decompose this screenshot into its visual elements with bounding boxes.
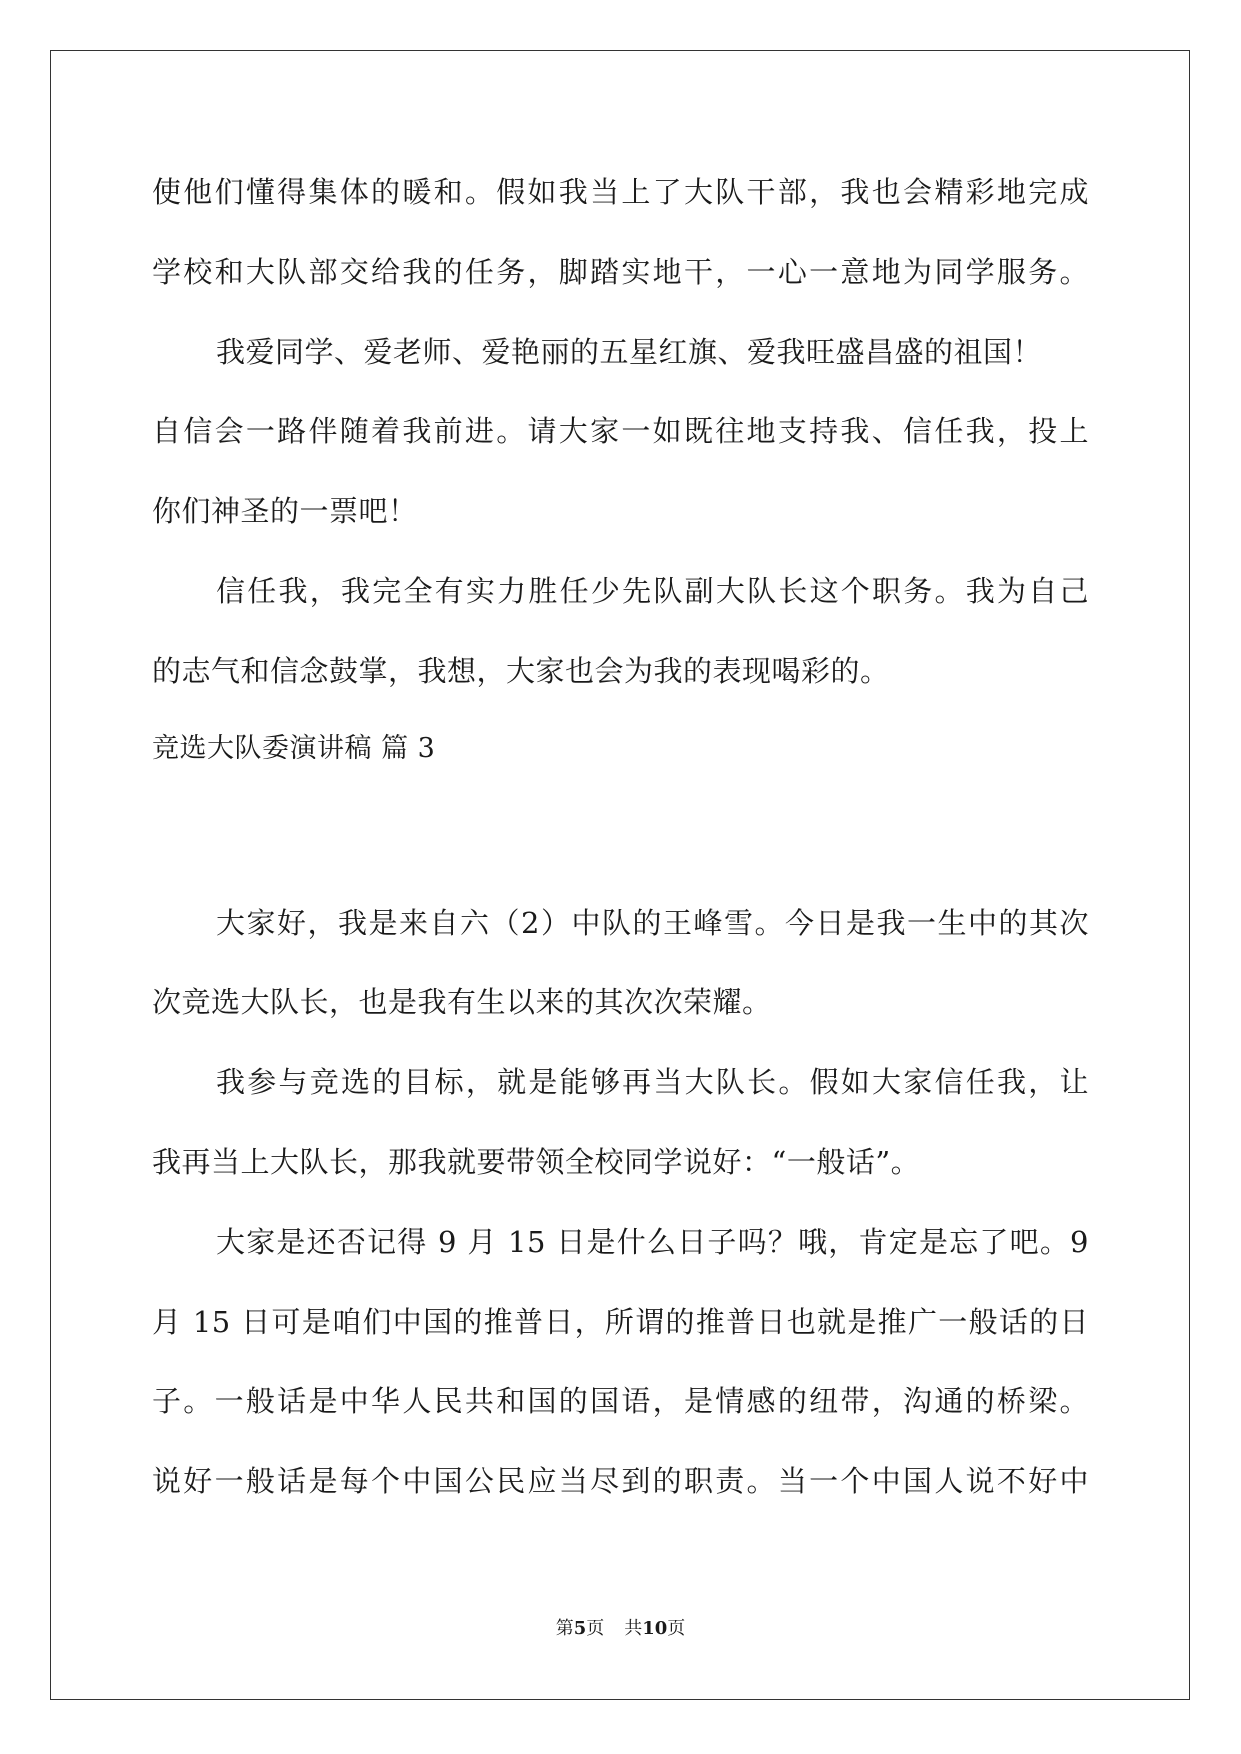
- body-line-2: 学校和大队部交给我的任务，脚踏实地干，一心一意地为同学服务。: [152, 255, 1089, 289]
- body-line-6: 信任我，我完全有实力胜任少先队副大队长这个职务。我为自己: [216, 574, 1089, 608]
- body-line-15: 说好一般话是每个中国公民应当尽到的职责。当一个中国人说不好中: [152, 1464, 1089, 1498]
- body-line-11: 我再当上大队长，那我就要带领全校同学说好：“一般话”。: [152, 1145, 921, 1179]
- body-line-3: 我爱同学、爱老师、爱艳丽的五星红旗、爱我旺盛昌盛的祖国！: [216, 335, 1043, 369]
- body-line-1: 使他们懂得集体的暖和。假如我当上了大队干部，我也会精彩地完成: [152, 175, 1089, 209]
- body-line-5: 你们神圣的一票吧！: [152, 494, 418, 528]
- body-line-10: 我参与竞选的目标，就是能够再当大队长。假如大家信任我，让: [216, 1065, 1089, 1099]
- footer-page-prefix: 第: [555, 1618, 574, 1639]
- body-line-7: 的志气和信念鼓掌，我想，大家也会为我的表现喝彩的。: [152, 654, 890, 688]
- body-line-4: 自信会一路伴随着我前进。请大家一如既往地支持我、信任我，投上: [152, 414, 1089, 448]
- footer-page-suffix: 页: [586, 1618, 605, 1639]
- body-line-8: 大家好，我是来自六（2）中队的王峰雪。今日是我一生中的其次: [216, 906, 1089, 940]
- page-footer: [0, 1618, 1241, 1640]
- page-border: [50, 50, 1190, 1700]
- footer-total-pages: 10: [642, 1618, 668, 1639]
- body-line-12: 大家是还否记得 9 月 15 日是什么日子吗？哦，肯定是忘了吧。9: [216, 1225, 1089, 1259]
- body-line-14: 子。一般话是中华人民共和国的国语，是情感的纽带，沟通的桥梁。: [152, 1384, 1089, 1418]
- footer-page-number: 5: [573, 1618, 587, 1639]
- footer-total-prefix: 共: [624, 1618, 643, 1639]
- body-line-13: 月 15 日可是咱们中国的推普日，所谓的推普日也就是推广一般话的日: [152, 1305, 1089, 1339]
- body-line-9: 次竞选大队长，也是我有生以来的其次次荣耀。: [152, 985, 772, 1019]
- footer-total-suffix: 页: [667, 1618, 686, 1639]
- section-heading: 竞选大队委演讲稿 篇 3: [152, 733, 436, 764]
